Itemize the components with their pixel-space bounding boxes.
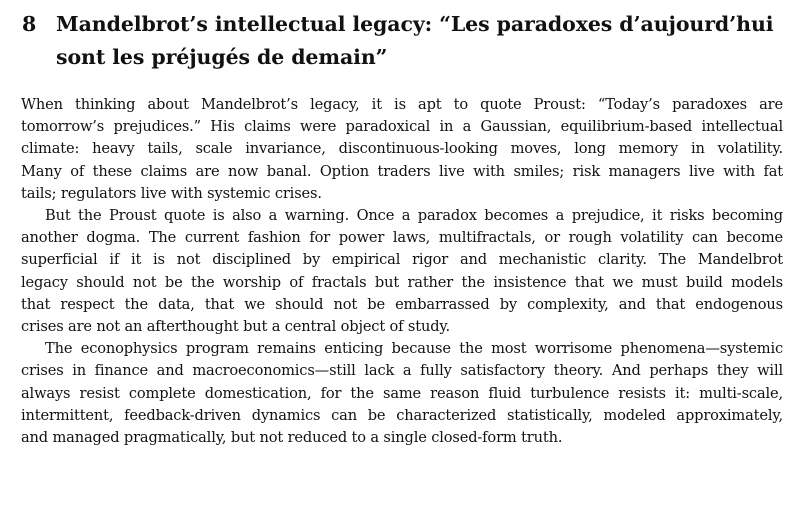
paragraph-1-line: tails; regulators live with systemic crises. xyxy=(21,184,322,202)
paragraph-3-line: crises in finance and macroeconomics—still lack a fully satisfactory theory. And perhaps they will xyxy=(21,362,783,380)
paragraph-2-line: legacy should not be the worship of fractals but rather the insistence that we must build models xyxy=(21,273,783,291)
paragraph-1-line: Many of these claims are now banal. Option traders live with smiles; risk managers live with fat xyxy=(21,162,783,180)
section-number: 8 xyxy=(22,12,37,36)
paragraph-3-line: always resist complete domestication, for the same reason fluid turbulence resists it: multi-scale, xyxy=(21,384,783,402)
section-title-line-2: sont les préjugés de demain” xyxy=(56,45,388,69)
paragraph-1-line: climate: heavy tails, scale invariance, discontinuous-looking moves, long memory in volatility. xyxy=(21,140,783,158)
section-body xyxy=(21,94,783,449)
paragraph-3-line: The econophysics program remains enticing because the most worrisome phenomena—systemic xyxy=(45,340,783,358)
paragraph-2-line: another dogma. The current fashion for power laws, multifractals, or rough volatility can become xyxy=(21,229,783,247)
section-title-line-1: Mandelbrot’s intellectual legacy: “Les paradoxes d’aujourd’hui xyxy=(56,12,774,36)
paragraph-2-line: But the Proust quote is also a warning. Once a paradox becomes a prejudice, it risks becoming xyxy=(45,207,783,225)
paragraph-2-line: that respect the data, that we should not be embarrassed by complexity, and that endogenous xyxy=(21,295,783,313)
paragraph-3-line: and managed pragmatically, but not reduced to a single closed-form truth. xyxy=(21,429,563,447)
paragraph-1-line: tomorrow’s prejudices.” His claims were paradoxical in a Gaussian, equilibrium-based intellectual xyxy=(21,118,783,136)
section-heading xyxy=(22,8,792,74)
paragraph-1-line: When thinking about Mandelbrot’s legacy, it is apt to quote Proust: “Today’s paradoxes are xyxy=(21,96,783,113)
paragraph-2-line: crises are not an afterthought but a central object of study. xyxy=(21,318,451,336)
paragraph-2-line: superficial if it is not disciplined by empirical rigor and mechanistic clarity. The Mandelbrot xyxy=(21,251,783,269)
paragraph-3-line: intermittent, feedback-driven dynamics can be characterized statistically, modeled approximately, xyxy=(21,406,783,424)
